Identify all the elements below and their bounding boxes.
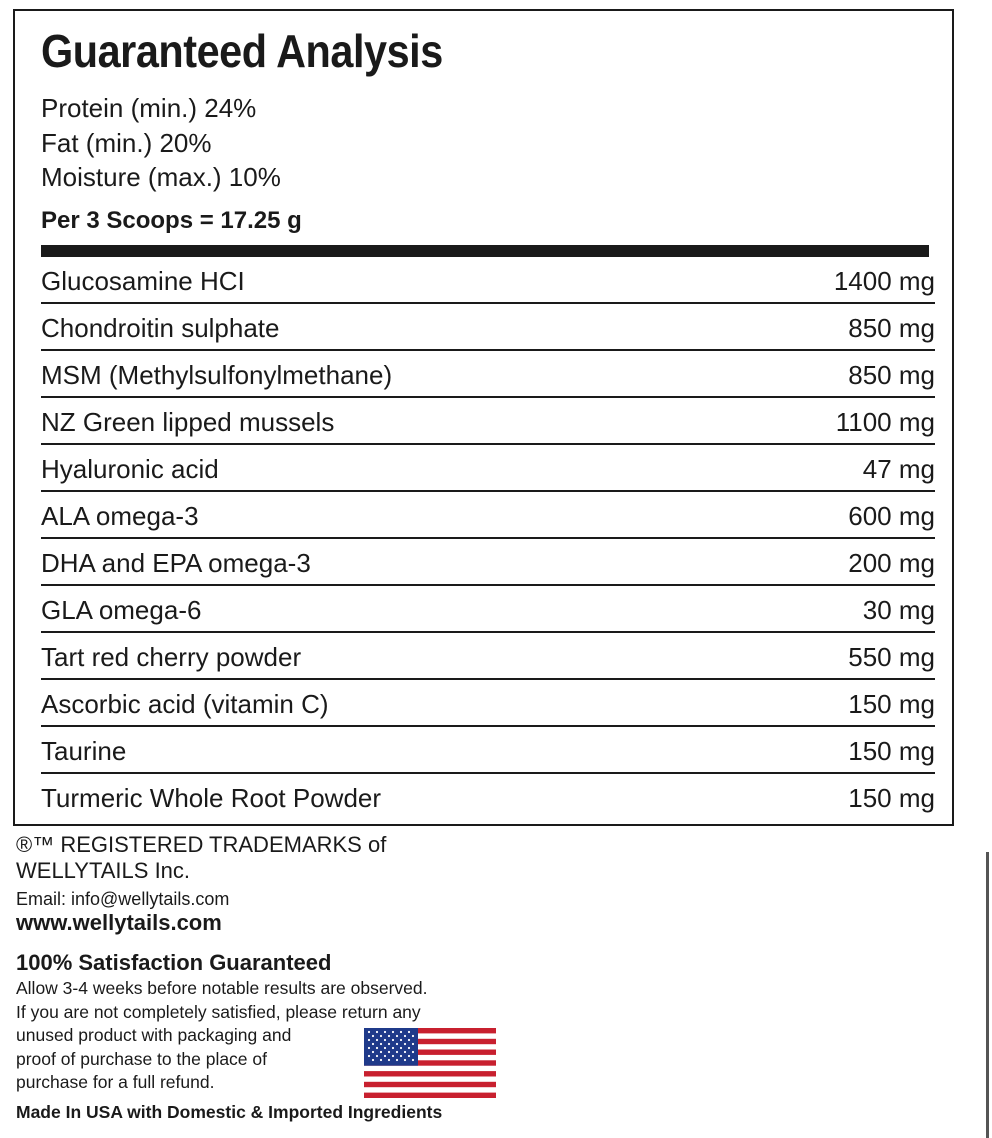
nutrient-name: ALA omega-3 <box>41 501 199 531</box>
satisfaction-title: 100% Satisfaction Guaranteed <box>16 950 332 975</box>
satisfaction-line: If you are not completely satisfied, please return any <box>16 1001 421 1022</box>
table-row <box>41 586 935 633</box>
nutrient-amount: 150 mg <box>848 689 935 719</box>
nutrient-name: Chondroitin sulphate <box>41 313 280 343</box>
trademark-block <box>16 832 536 936</box>
satisfaction-line: purchase for a full refund. <box>16 1072 215 1092</box>
table-row <box>41 727 935 774</box>
table-row <box>41 351 935 398</box>
nutrient-amount: 850 mg <box>848 313 935 343</box>
nutrient-amount: 550 mg <box>848 642 935 672</box>
made-in-usa: Made In USA with Domestic & Imported Ingredients <box>16 1102 443 1122</box>
table-row <box>41 680 935 727</box>
nutrient-amount: 200 mg <box>848 548 935 578</box>
nutrient-amount: 600 mg <box>848 501 935 531</box>
table-row <box>41 445 935 492</box>
nutrient-name: Taurine <box>41 736 127 766</box>
table-row <box>41 492 935 539</box>
ga-item-protein: Protein (min.) 24% <box>41 93 257 123</box>
nutrient-amount: 47 mg <box>862 454 935 484</box>
contact-email: Email: info@wellytails.com <box>16 889 230 909</box>
table-row <box>41 398 935 445</box>
nutrient-name: Glucosamine HCI <box>41 266 245 296</box>
table-row <box>41 304 935 351</box>
satisfaction-line: unused product with packaging and <box>16 1025 292 1045</box>
satisfaction-line: Allow 3-4 weeks before notable results are observed. <box>16 978 428 998</box>
nutrient-name: Tart red cherry powder <box>41 642 302 672</box>
nutrient-amount: 150 mg <box>848 783 935 813</box>
table-row <box>41 257 935 304</box>
nutrient-name: Hyaluronic acid <box>41 454 219 484</box>
nutrient-name: Ascorbic acid (vitamin C) <box>41 689 329 719</box>
us-flag-icon <box>364 1028 496 1098</box>
nutrient-amount: 1400 mg <box>833 266 935 296</box>
table-row <box>41 539 935 586</box>
nutrient-table <box>41 257 935 819</box>
nutrient-amount: 1100 mg <box>835 407 935 437</box>
satisfaction-text-top <box>16 977 427 1024</box>
guaranteed-analysis-list <box>41 91 281 195</box>
nutrient-name: Turmeric Whole Root Powder <box>41 783 382 813</box>
serving-size: Per 3 Scoops = 17.25 g <box>41 207 302 234</box>
ga-item-fat: Fat (min.) 20% <box>41 127 212 158</box>
satisfaction-line: proof of purchase to the place of <box>16 1048 267 1069</box>
nutrient-name: NZ Green lipped mussels <box>41 407 335 437</box>
nutrient-name: MSM (Methylsulfonylmethane) <box>41 360 393 390</box>
satisfaction-text-bottom <box>16 1024 356 1095</box>
table-row <box>41 633 935 680</box>
nutrient-name: GLA omega-6 <box>41 595 202 625</box>
edge-divider <box>986 852 989 1138</box>
website-link: www.wellytails.com <box>16 910 222 935</box>
trademark-line: ®™ REGISTERED TRADEMARKS of <box>16 832 387 857</box>
thick-divider <box>41 245 929 257</box>
nutrient-amount: 30 mg <box>862 595 935 625</box>
nutrient-name: DHA and EPA omega-3 <box>41 548 311 578</box>
panel-title: Guaranteed Analysis <box>41 25 443 77</box>
ga-item-moisture: Moisture (max.) 10% <box>41 162 281 192</box>
guaranteed-analysis-panel <box>13 9 954 826</box>
table-row <box>41 774 935 819</box>
nutrient-amount: 850 mg <box>848 360 935 390</box>
nutrient-amount: 150 mg <box>848 736 935 766</box>
company-name: WELLYTAILS Inc. <box>16 858 191 883</box>
